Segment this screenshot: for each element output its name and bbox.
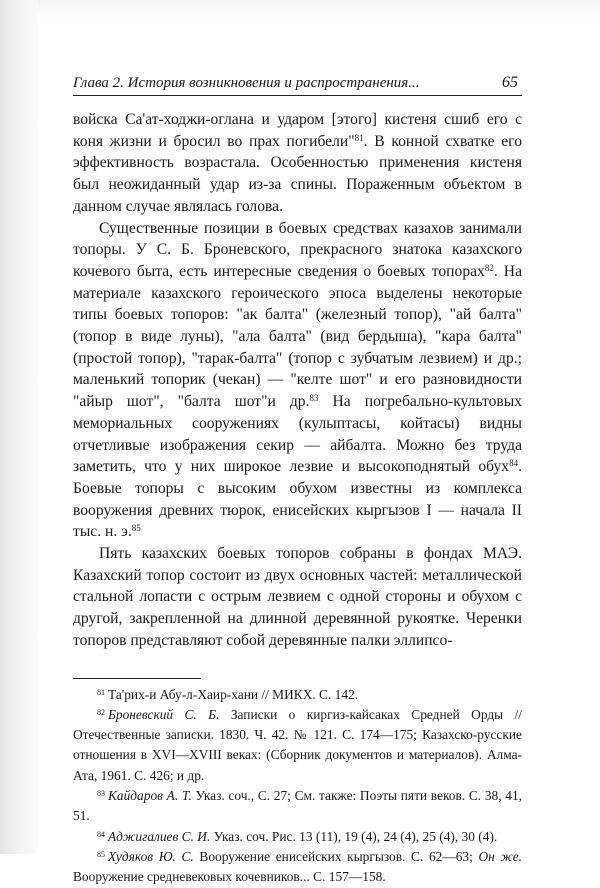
footnote-number: 82 (97, 707, 105, 717)
text-run: Существенные позиции в боевых средствах казахов занимали топоры. У С. Б. Броневского, прекрасного знатока казахского кочевого быта, есть интересные сведения о боевых топорах (73, 219, 522, 280)
author-name: Худяков Ю. С. (108, 848, 194, 864)
text-run: войска Са'ат-ходжи-оглана и ударом [этого] кистеня сшиб его с коня жизни и бросил во прах погибели" (73, 111, 522, 150)
author-name: Броневский С. Б. (108, 706, 220, 722)
footnote-ref: 83 (309, 393, 319, 404)
footnote-number: 83 (97, 789, 105, 799)
paragraph (73, 543, 522, 652)
footnote-ref: 82 (484, 262, 494, 273)
footnote (73, 786, 522, 827)
book-page (73, 74, 522, 888)
scan-top-shadow (38, 0, 600, 20)
text-run: Вооружение средневековых кочевников... С. 157—158. (73, 869, 386, 885)
chapter-title: Глава 2. История возникновения и распространения... (73, 75, 420, 91)
footnotes (73, 685, 522, 888)
scan-margin-shadow (0, 0, 38, 854)
author-name: Кайдаров А. Т. (108, 788, 192, 804)
footnote (73, 847, 522, 888)
footnote-ref: 85 (131, 523, 141, 534)
text-run: На погребально-культовых мемориальных сооружениях (кулыптасы, койтасы) видны отчетливые изображения секир — айбалта. Можно без труда заметить, что у них широкое лезвие и высокоподнятый обух (73, 393, 523, 476)
text-run: . На материале казахского героического эпоса выделены некоторые типы боевых топоров: "ак балта" (железный топор), "ай балта" (топор в виде луны), "ала балта" (вид бердыша), "кара балта" (простой топор), "тарак-балта" (топор с зубчатым лезвием) и др.; маленький топорик (чекан) — "келте шот" и его разновидности "айыр шот", "балта шот"и др. (73, 262, 522, 411)
running-header (73, 74, 522, 96)
text-run: . Боевые топоры с высоким обухом известны из комплекса вооружения древних тюрок, енисейских кыргызов I — начала II тыс. н. э. (73, 458, 522, 541)
footnote (73, 685, 522, 705)
footnote (73, 827, 522, 847)
footnote (73, 705, 522, 786)
footnote-number: 85 (97, 849, 105, 859)
main-text (73, 109, 522, 652)
text-run: Указ. соч. Рис. 13 (11), 19 (4), 24 (4), 25 (4), 30 (4). (210, 828, 498, 844)
page-number: 65 (502, 74, 518, 91)
footnote-number: 81 (97, 687, 105, 697)
author-name: Аджигалиев С. И. (108, 828, 211, 844)
text-run: Та'рих-и Абу-л-Хаир-хани // МИКХ. С. 142. (108, 686, 359, 702)
author-name: Он же. (478, 848, 522, 864)
footnote-ref: 81 (354, 132, 364, 143)
paragraph (73, 218, 522, 544)
text-run: Вооружение енисейских кыргызов. С. 62—63; (193, 848, 479, 864)
footnote-separator (73, 678, 201, 679)
text-run: . В конной схватке его эффективность возрастала. Особенностью применения кистеня был неожиданный удар из-за спины. Пораженным объектом в данном случае являлась голова. (73, 132, 522, 215)
text-run: Записки о киргиз-кайсаках Средней Орды // Отечественные записки. 1830. Ч. 42. № 121. С. 174—175; Казахско-русские отношения в XVI—XVIII веках: (Сборник документов и материалов). Алма-Ата, 1961. С. 426; и др. (73, 706, 522, 783)
footnote-number: 84 (97, 829, 105, 839)
paragraph (73, 109, 522, 218)
footnote-ref: 84 (509, 458, 519, 469)
text-run: Указ. соч., С. 27; См. также: Поэты пяти веков. С. 38, 41, 51. (73, 788, 522, 824)
text-run: Пять казахских боевых топоров собраны в фондах МАЭ. Казахский топор состоит из двух основных частей: металлической стальной лопасти с острым лезвием с одной стороны и обухом с другой, закрепленной на длинной деревянной рукоятке. Черенки топоров представляют собой деревянные палки эллипсо- (73, 545, 522, 649)
